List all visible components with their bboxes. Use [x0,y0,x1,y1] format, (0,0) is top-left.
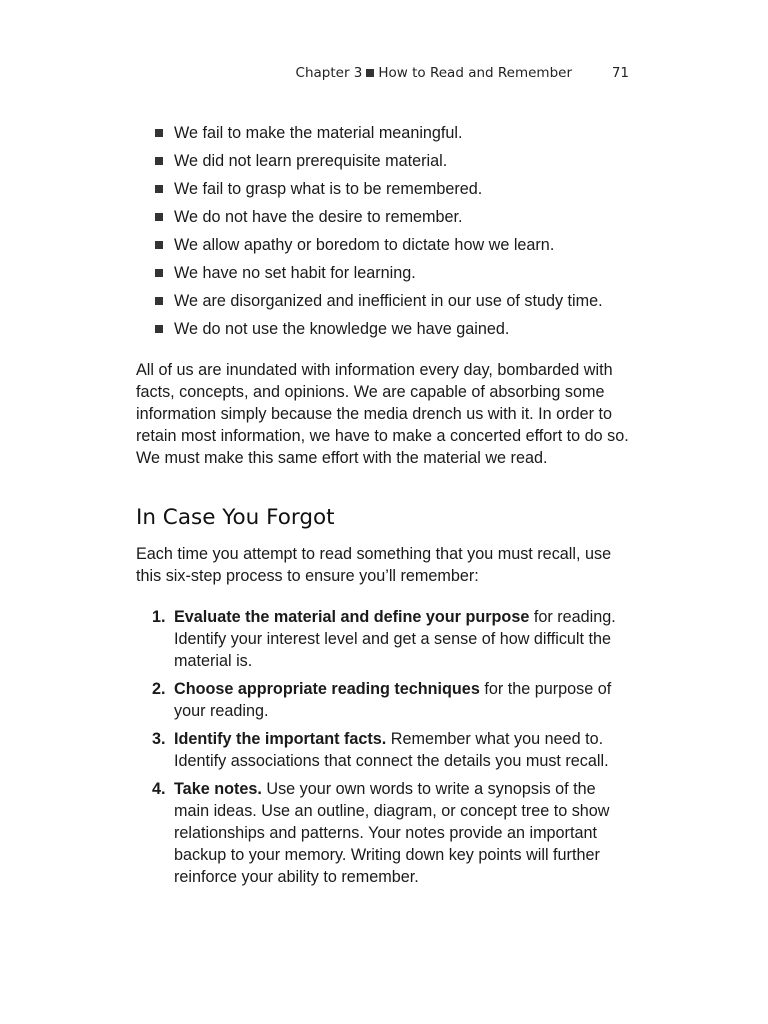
step-item [136,678,632,722]
bullet-item [136,317,603,345]
body-paragraph-intro: Each time you attempt to read something that you must recall, use this six-step process to ensure you’ll remember: [136,545,612,585]
chapter-title: How to Read and Remember [378,65,572,81]
square-bullet-icon [155,129,163,137]
step-text: for the purpose of your reading. [174,680,612,720]
bullet-item [136,177,603,205]
step-number: 2. [152,680,166,698]
square-bullet-icon [155,241,163,249]
step-item [136,778,632,888]
square-bullet-icon [155,213,163,221]
square-bullet-icon [155,325,163,333]
section-heading: In Case You Forgot [136,505,335,530]
step-number: 4. [152,780,166,798]
step-item [136,606,632,672]
bullet-text: We fail to grasp what is to be remembered. [174,180,483,198]
step-text: Remember what you need to. Identify associations that connect the details you must recall. [174,730,609,770]
bullet-item [136,121,603,149]
page-number: 71 [611,65,629,81]
step-number: 3. [152,730,166,748]
six-step-list [136,606,632,894]
chapter-label: Chapter 3 [295,65,363,81]
running-head [136,65,632,85]
bullet-text: We do not use the knowledge we have gained. [174,320,510,338]
bullet-text: We do not have the desire to remember. [174,208,463,226]
reasons-bullet-list [136,121,603,345]
bullet-text: We are disorganized and inefficient in our use of study time. [174,292,603,310]
square-bullet-icon [155,157,163,165]
bullet-item [136,205,603,233]
bullet-item [136,149,603,177]
bullet-item [136,233,603,261]
step-lead: Take notes. [174,780,262,798]
body-paragraph-information: All of us are inundated with information every day, bombarded with facts, concepts, and opinions. We are capable of absorbing some information simply because the media drench us with it. In order to retain most information, we have to make a concerted effort to do so. We must make this same effort with the material we read. [136,361,629,467]
bullet-text: We allow apathy or boredom to dictate how we learn. [174,236,555,254]
step-lead: Identify the important facts. [174,730,387,748]
bullet-item [136,289,603,317]
bullet-text: We have no set habit for learning. [174,264,416,282]
step-text: for reading. Identify your interest level and get a sense of how difficult the material is. [174,608,616,670]
square-bullet-icon [155,185,163,193]
bullet-text: We did not learn prerequisite material. [174,152,448,170]
step-number: 1. [152,608,166,626]
step-text: Use your own words to write a synopsis of the main ideas. Use an outline, diagram, or concept tree to show relationships and patterns. Your notes provide an important backup to your memory. Writing down key points will further reinforce your ability to remember. [174,780,610,886]
square-separator-icon [366,69,374,77]
step-lead: Choose appropriate reading techniques [174,680,480,698]
step-item [136,728,632,772]
running-head-chapter [296,65,572,81]
square-bullet-icon [155,269,163,277]
bullet-item [136,261,603,289]
bullet-text: We fail to make the material meaningful. [174,124,463,142]
square-bullet-icon [155,297,163,305]
step-lead: Evaluate the material and define your purpose [174,608,530,626]
